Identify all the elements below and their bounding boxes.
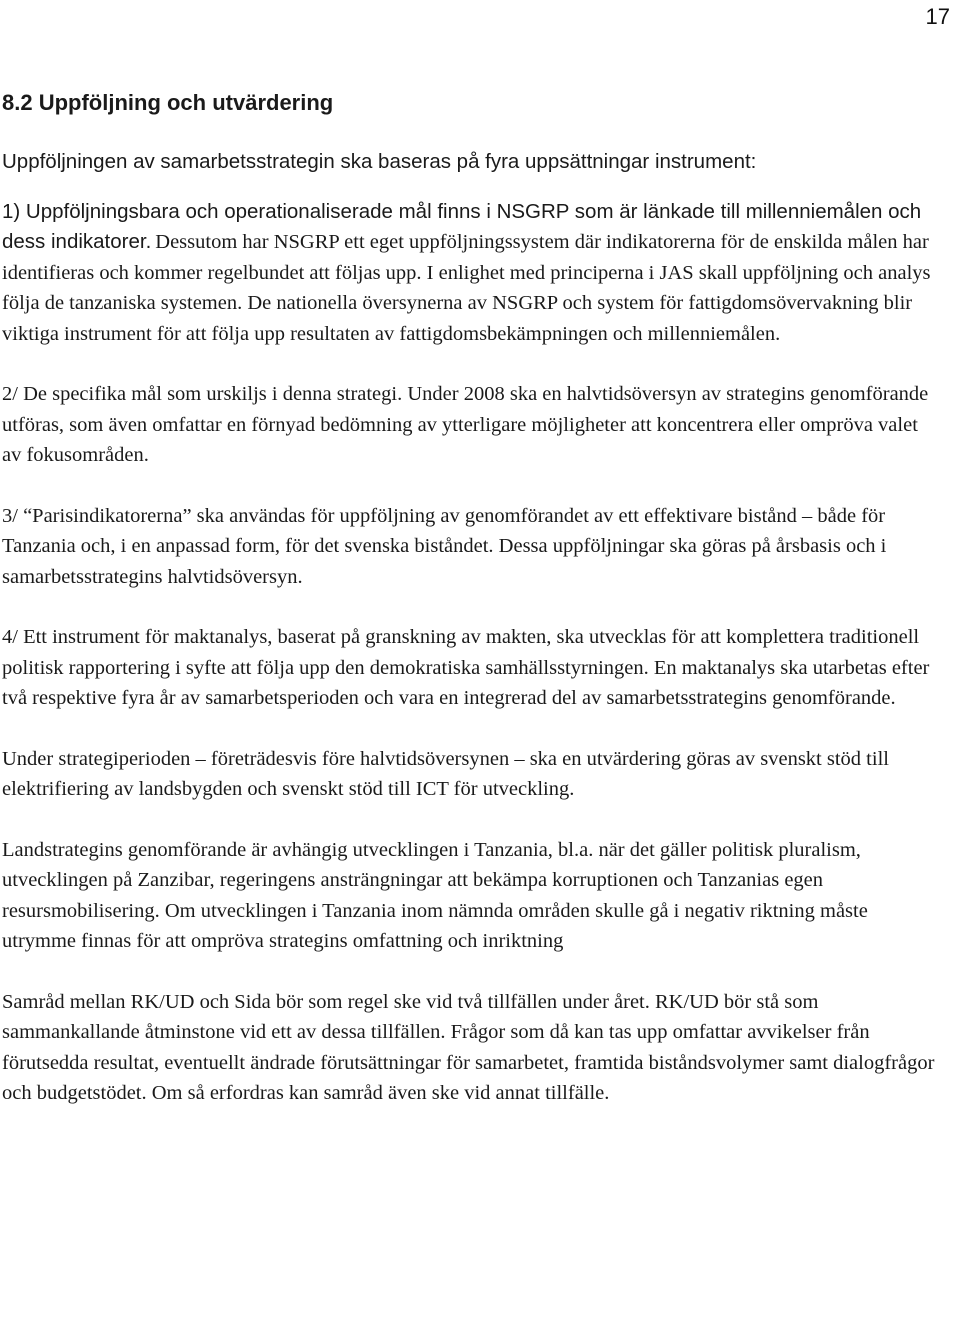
item-4-paragraph: 4/ Ett instrument för maktanalys, baserat på granskning av makten, ska utvecklas för att komplettera traditionell politisk rapportering i syfte att följa upp den demokratiska samhällsstyrningen. En maktanalys ska utarbetas efter två respektive fyra år av samarbetsperioden och vara en integrerad del av samarbetsstrategins genomförande.: [2, 626, 930, 709]
item-1-lead: 1) Uppföljningsbara och operationaliserade mål finns i NSGRP som är länkade till millenniemålen och dess indikatorer.: [2, 200, 922, 253]
evaluation-paragraph: Under strategiperioden – företrädesvis före halvtidsöversynen – ska en utvärdering göras av svenskt stöd till elektrifiering av landsbygden och svenskt stöd till ICT för utveckling.: [2, 747, 889, 800]
consultation-paragraph: Samråd mellan RK/UD och Sida bör som regel ske vid två tillfällen under året. RK/UD bör stå som sammankallande åtminstone vid ett av dessa tillfällen. Frågor som då kan tas upp omfattar avvikelser från förutsedda resultat, eventuellt ändrade förutsättningar för samarbetet, framtida biståndsvolymer samt dialogfrågor och budgetstödet. Om så erfordras kan samråd även ske vid annat tillfälle.: [2, 990, 935, 1104]
item-1-paragraph: [2, 197, 942, 349]
section-heading: 8.2 Uppföljning och utvärdering: [2, 90, 334, 115]
page-number: 17: [925, 4, 950, 29]
dependency-paragraph: Landstrategins genomförande är avhängig utvecklingen i Tanzania, bl.a. när det gäller politisk pluralism, utvecklingen på Zanzibar, regeringens ansträngningar att bekämpa korruptionen och Tanzanias egen resursmobilisering. Om utvecklingen i Tanzania inom nämnda områden skulle gå i negativ riktning måste utrymme finnas för att ompröva strategins omfattning och inriktning: [2, 838, 868, 952]
item-2-paragraph: 2/ De specifika mål som urskiljs i denna strategi. Under 2008 ska en halvtidsöversyn av strategins genomförande utföras, som även omfattar en förnyad bedömning av ytterligare möjligheter att koncentrera eller ompröva valet av fokusområden.: [2, 383, 929, 466]
intro-paragraph: Uppföljningen av samarbetsstrategin ska baseras på fyra uppsättningar instrument:: [2, 150, 757, 173]
document-body: [2, 88, 942, 1109]
item-1-body: Dessutom har NSGRP ett eget uppföljningssystem där indikatorerna för de enskilda målen har identifieras och kommer regelbundet att följas upp. I enlighet med principerna i JAS skall uppföljning och analys följa de tanzaniska systemen. De nationella översynerna av NSGRP och system för fattigdomsövervakning blir viktiga instrument för att följa upp resultaten av fattigdomsbekämpningen och millenniemålen.: [2, 231, 931, 345]
item-3-paragraph: 3/ “Parisindikatorerna” ska användas för uppföljning av genomförandet av ett effektivare bistånd – både för Tanzania och, i en anpassad form, för det svenska biståndet. Dessa uppföljningar ska göras på årsbasis och i samarbetsstrategins halvtidsöversyn.: [2, 504, 887, 588]
